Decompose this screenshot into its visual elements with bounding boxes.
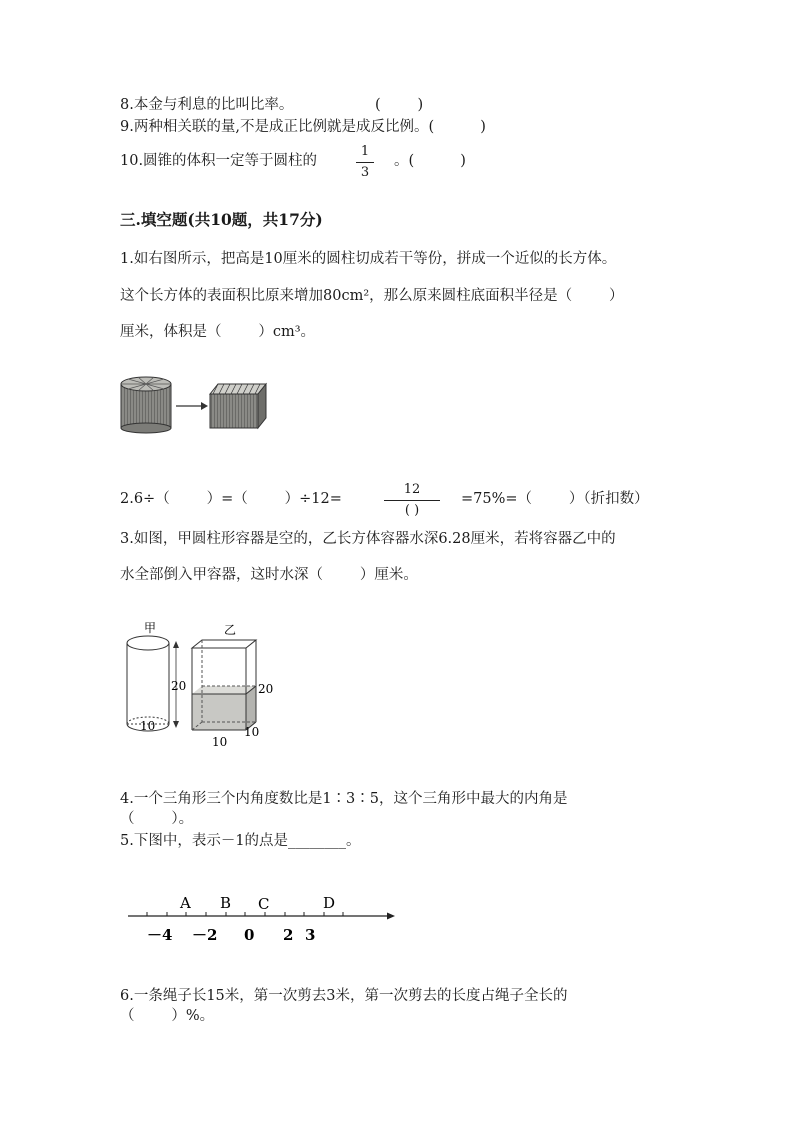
tick-label-2: 2 [283,926,294,944]
fraction-denominator: ( ) [404,503,420,518]
number-line-figure [125,890,400,946]
cylinder-container-jia [127,621,186,733]
point-label-c: C [258,895,270,913]
label-jia: 甲 [144,621,157,635]
fill-q3-line2: 水全部倒入甲容器，这时水深（ ）厘米。 [120,567,418,583]
fill-q1-line2: 这个长方体的表面积比原来增加80cm²，那么原来圆柱底面积半径是（ ） [120,288,624,304]
question-10-suffix: 。( ) [394,153,466,169]
question-9: 9.两种相关联的量,不是成正比例就是成反比例。( ) [120,119,486,135]
cuboid-container-yi [192,623,273,749]
fill-q3-line1: 3.如图，甲圆柱形容器是空的，乙长方体容器水深6.28厘米，若将容器乙中的 [120,531,616,547]
point-label-b: B [220,894,232,912]
fill-q2-part1: 2.6÷（ ）=（ ）÷12= [120,491,342,507]
cuboid-shape [210,384,266,428]
fill-q2-part2: =75%=（ ）（折扣数） [461,491,649,507]
fraction-numerator: 1 [360,144,370,159]
axis-arrow-icon [387,913,395,920]
arrow-icon [176,402,208,410]
question-8-answer-blank[interactable]: ( ) [375,97,424,113]
fraction-denominator: 3 [360,165,370,180]
fraction-numerator: 12 [403,482,421,497]
tick-label-3: 3 [305,926,316,944]
point-label-a: A [180,894,191,912]
fill-q1-line1: 1.如右图所示，把高是10厘米的圆柱切成若干等份，拼成一个近似的长方体。 [120,251,617,267]
cylinder-height-label: 20 [171,679,187,693]
question-10-prefix: 10.圆锥的体积一定等于圆柱的 [120,153,318,169]
fraction-bar [384,500,440,501]
containers-figure [118,618,288,750]
label-yi: 乙 [224,623,237,637]
tick-label-neg4: －4 [147,926,173,944]
fill-q5: 5.下图中，表示－1的点是________。 [120,833,361,849]
cuboid-width-label: 10 [212,735,228,749]
cylinder-to-cuboid-figure [118,374,273,434]
section-title: 三.填空题(共10题，共17分) [120,210,323,229]
point-label-d: D [323,894,336,912]
fraction-bar [356,162,374,163]
fill-q6-line2: （ ）%。 [120,1008,215,1024]
question-8: 8.本金与利息的比叫比率。 [120,97,294,113]
fill-q4-line2: （ ）。 [120,811,194,827]
fill-q6-line1: 6.一条绳子长15米，第一次剪去3米，第一次剪去的长度占绳子全长的 [120,988,568,1004]
tick-label-neg2: －2 [192,926,218,944]
cuboid-height-label: 20 [258,682,274,696]
cuboid-depth-label: 10 [244,725,260,739]
fill-q4-line1: 4.一个三角形三个内角度数比是1∶3∶5，这个三角形中最大的内角是 [120,791,568,807]
fill-q1-line3: 厘米，体积是（ ）cm³。 [120,324,316,340]
cylinder-diameter-label: 10 [140,719,156,733]
fill-q2-fraction [384,482,440,519]
question-10-fraction [356,144,374,181]
cylinder-shape [121,377,171,433]
tick-label-0: 0 [244,926,255,944]
